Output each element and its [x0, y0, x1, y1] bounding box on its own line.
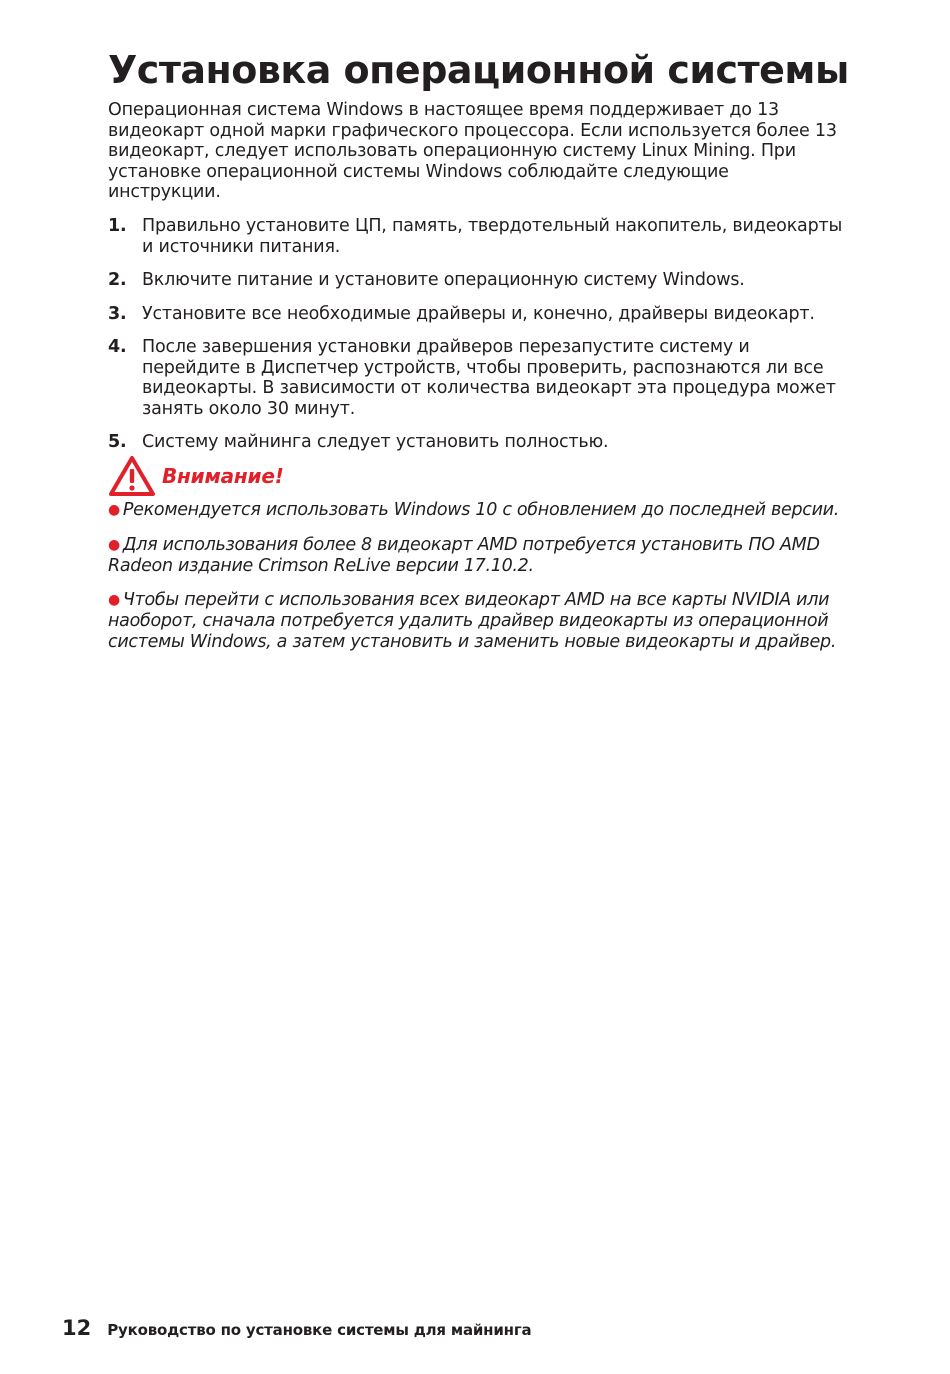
step-text: Включите питание и установите операционную систему Windows. — [142, 270, 745, 290]
notice-label: Внимание! — [162, 464, 284, 488]
notice-heading — [108, 455, 284, 497]
step-item — [108, 337, 843, 419]
bullet-icon: ● — [108, 502, 120, 518]
notice-item — [108, 500, 843, 522]
notice-text: Для использования более 8 видеокарт AMD потребуется установить ПО AMD Radeon издание Crimson ReLive версии 17.10.2. — [108, 534, 820, 576]
step-text: Систему майнинга следует установить полностью. — [142, 432, 609, 452]
step-number: 1. — [108, 216, 127, 236]
installation-steps — [108, 216, 843, 466]
step-text: После завершения установки драйверов перезапустите систему и перейдите в Диспетчер устройств, чтобы проверить, распознаются ли все видеокарты. В зависимости от количества видеокарт эта процедура может занять около 30 минут. — [142, 337, 836, 419]
warning-triangle-icon — [108, 455, 156, 497]
step-item — [108, 432, 843, 453]
notice-item — [108, 590, 843, 653]
step-item — [108, 216, 843, 257]
notice-text: Чтобы перейти с использования всех видеокарт AMD на все карты NVIDIA или наоборот, сначала потребуется удалить драйвер видеокарты из операционной системы Windows, а затем установить и заменить новые видеокарты и драйвер. — [108, 589, 837, 652]
notice-list — [108, 500, 843, 665]
footer-title: Руководство по установке системы для майнинга — [107, 1321, 532, 1339]
step-item — [108, 304, 843, 325]
page-title: Установка операционной системы — [108, 48, 849, 92]
page-number: 12 — [62, 1316, 92, 1340]
intro-paragraph: Операционная система Windows в настоящее время поддерживает до 13 видеокарт одной марки графического процессора. Если используется более 13 видеокарт, следует использовать операционную систему Linux Mining. При установке операционной системы Windows соблюдайте следующие инструкции. — [108, 100, 837, 202]
page-footer — [62, 1316, 531, 1340]
step-number: 5. — [108, 432, 127, 452]
bullet-icon: ● — [108, 536, 120, 553]
notice-item — [108, 535, 843, 577]
step-text: Установите все необходимые драйверы и, конечно, драйверы видеокарт. — [142, 303, 815, 324]
step-number: 4. — [108, 337, 127, 357]
bullet-icon: ● — [108, 591, 120, 608]
step-number: 2. — [108, 270, 127, 290]
notice-text: Рекомендуется использовать Windows 10 с обновлением до последней версии. — [122, 500, 840, 520]
step-item — [108, 270, 843, 291]
step-number: 3. — [108, 303, 127, 324]
step-text: Правильно установите ЦП, память, твердотельный накопитель, видеокарты и источники питания. — [142, 216, 843, 257]
